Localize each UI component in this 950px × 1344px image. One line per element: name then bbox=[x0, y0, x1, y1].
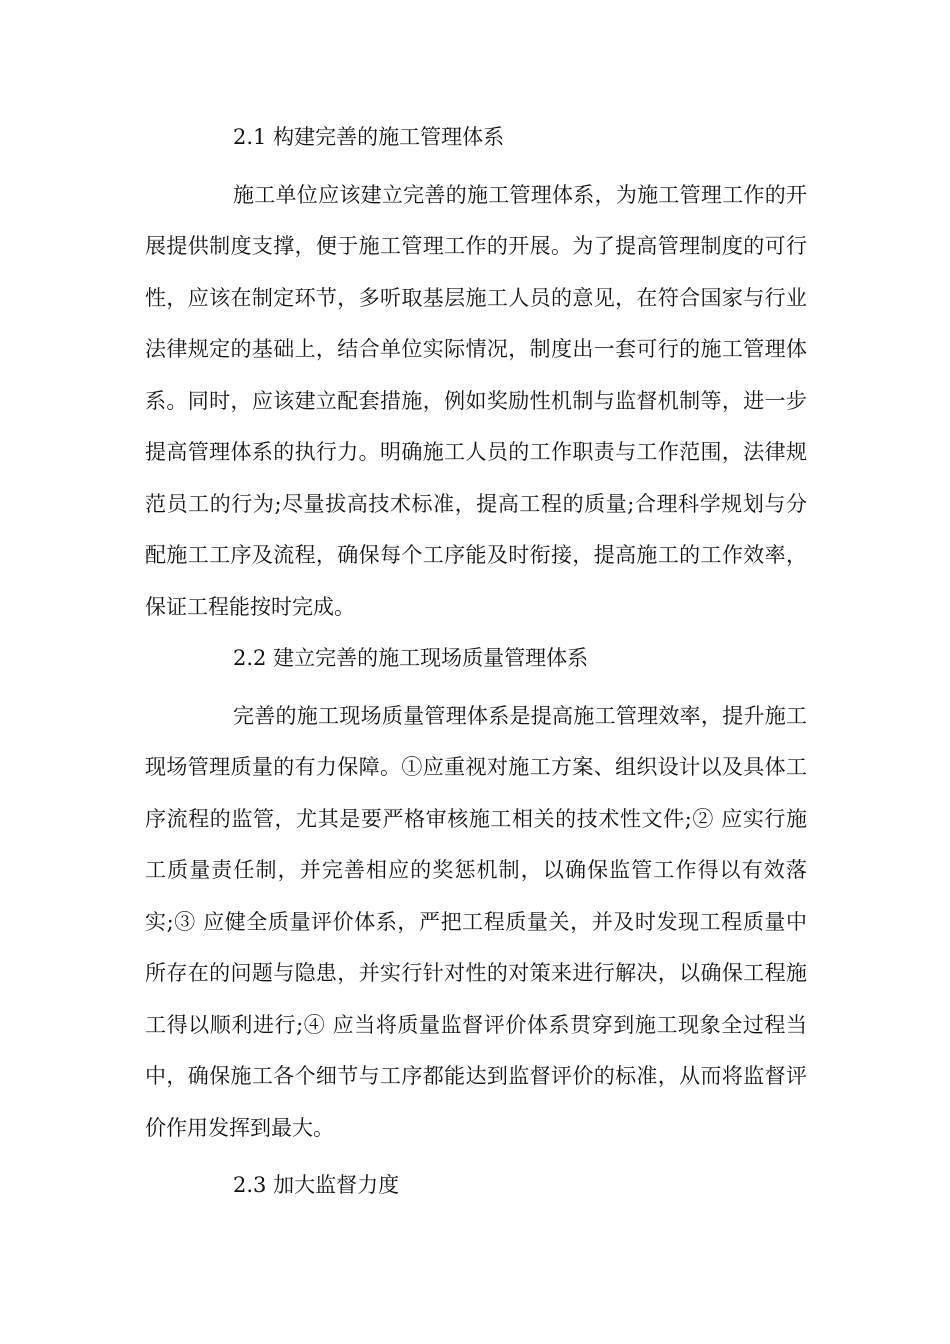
section-heading-2-2: 2.2 建立完善的施工现场质量管理体系 bbox=[233, 646, 589, 670]
section-body-2-1: 施工单位应该建立完善的施工管理体系，为施工管理工作的开展提供制度支撑，便于施工管理工作的开展。为了提高管理制度的可行性，应该在制定环节，多听取基层施工人员的意见，在符合国家与行业法律规定的基础上，结合单位实际情况，制度出一套可行的施工管理体系。同时，应该建立配套措施，例如奖励性机制与监督机制等，进一步提高管理体系的执行力。明确施工人员的工作职责与工作范围，法律规范员工的行为;尽量拔高技术标准，提高工程的质量;合理科学规划与分配施工工序及流程，确保每个工序能及时衔接，提高施工的工作效率，保证工程能按时完成。 bbox=[145, 182, 807, 619]
document-page bbox=[145, 112, 807, 1212]
section-heading-2-1: 2.1 构建完善的施工管理体系 bbox=[233, 125, 505, 149]
section-heading-2-3: 2.3 加大监督力度 bbox=[233, 1173, 400, 1197]
section-body-2-2: 完善的施工现场质量管理体系是提高施工管理效率，提升施工现场管理质量的有力保障。①应重视对施工方案、组织设计以及具体工序流程的监管，尤其是要严格审核施工相关的技术性文件;② 应实行施工质量责任制，并完善相应的奖惩机制，以确保监管工作得以有效落实;③ 应健全质量评价体系，严把工程质量关，并及时发现工程质量中所存在的问题与隐患，并实行针对性的对策来进行解决，以确保工程施工得以顺利进行;④ 应当将质量监督评价体系贯穿到施工现象全过程当中，确保施工各个细节与工序都能达到监督评价的标准，从而将监督评价作用发挥到最大。 bbox=[145, 703, 807, 1140]
